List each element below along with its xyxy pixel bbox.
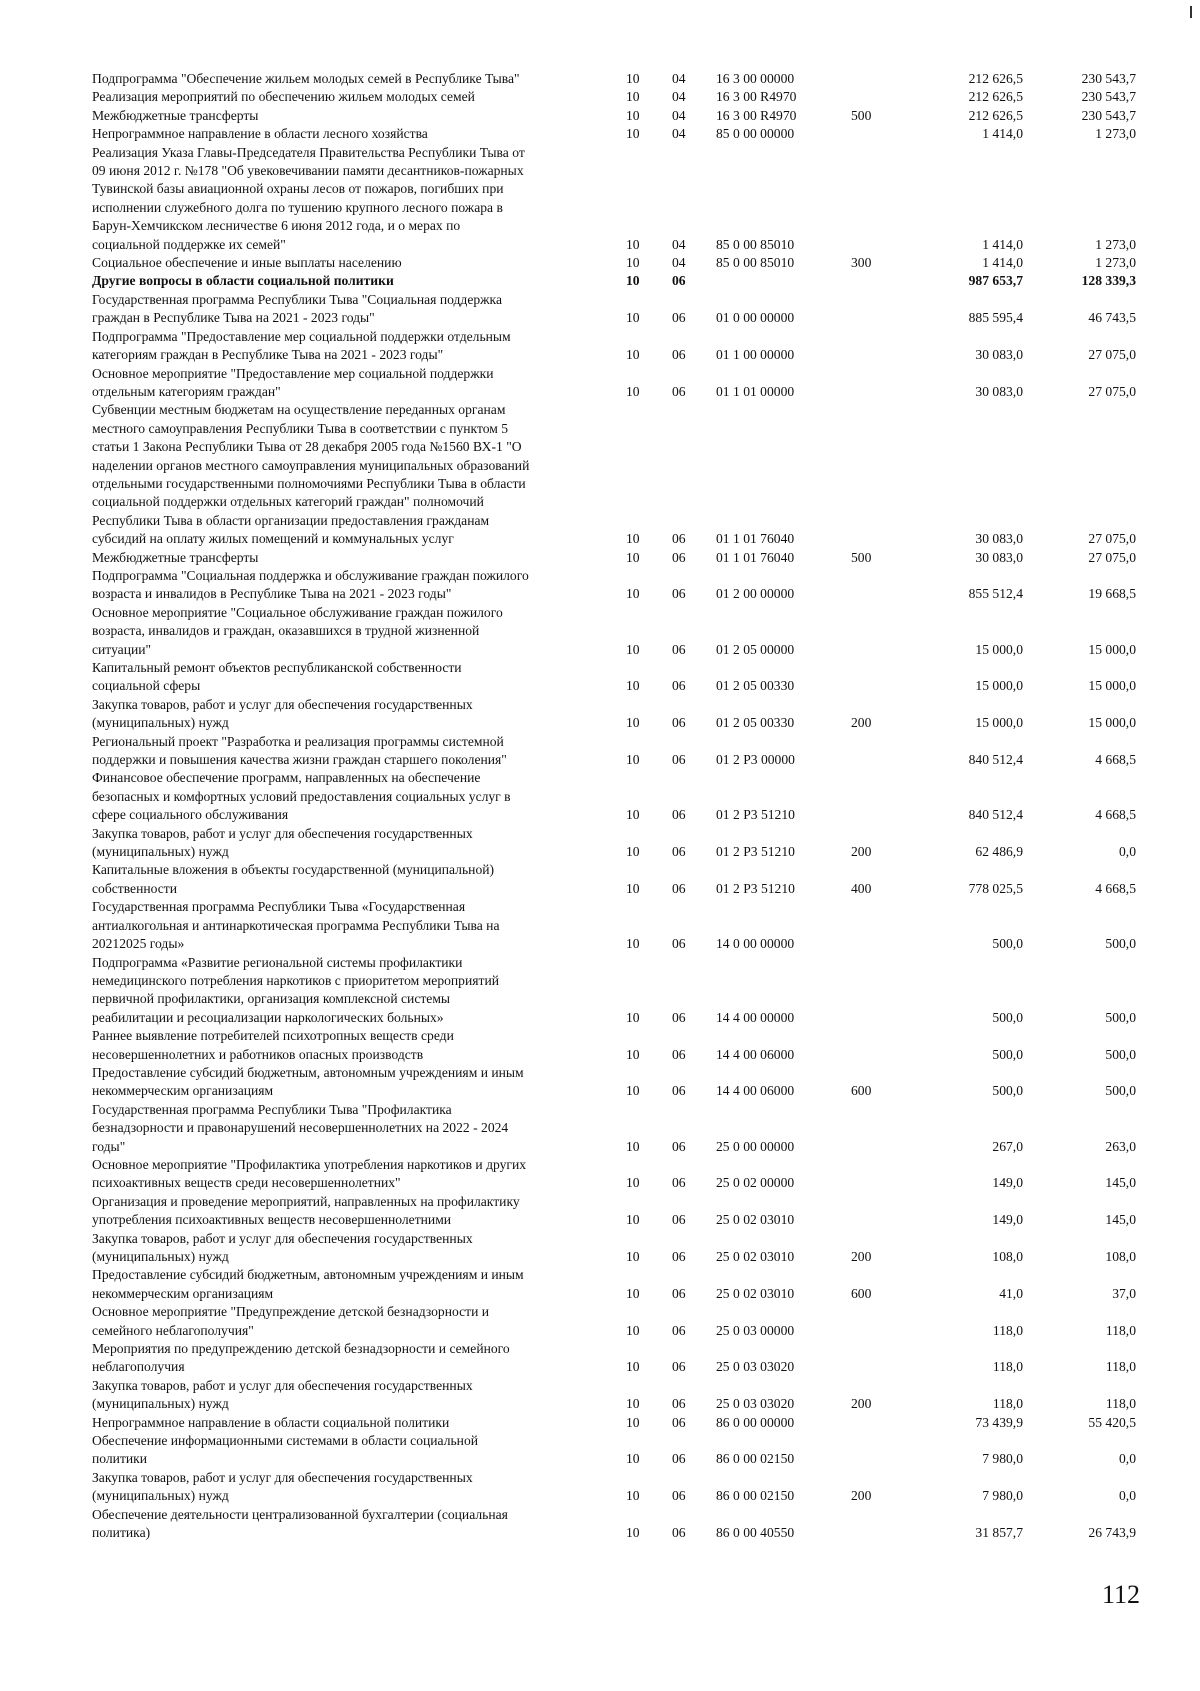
row-target-article: 14 4 00 00000 xyxy=(716,1009,795,1025)
row-subsection: 04 xyxy=(672,71,686,86)
row-name: Реализация мероприятий по обеспечению жильем молодых семей xyxy=(92,89,475,105)
row-amount-year2: 0,0 xyxy=(1119,844,1136,860)
row-section: 10 xyxy=(626,678,640,694)
row-amount-year2: 118,0 xyxy=(1105,1396,1136,1412)
table-row xyxy=(92,567,1142,604)
row-amount-year2: 55 420,5 xyxy=(1088,1414,1136,1430)
row-subsection: 06 xyxy=(672,1046,686,1062)
row-section: 10 xyxy=(626,531,640,547)
row-amount-year2: 500,0 xyxy=(1105,1046,1136,1062)
row-expense-type: 200 xyxy=(851,715,872,731)
row-name: Государственная программа Республики Тыва "Социальная поддержка граждан в Республике Тыва на 2021 - 2023 годы" xyxy=(92,291,502,326)
row-target-article: 01 1 01 00000 xyxy=(716,383,795,399)
table-row xyxy=(92,954,1142,1028)
table-row xyxy=(92,70,1142,88)
table-row xyxy=(92,549,1142,567)
row-subsection: 06 xyxy=(672,936,686,952)
row-subsection: 06 xyxy=(672,1322,686,1338)
row-amount-year2: 145,0 xyxy=(1105,1212,1136,1228)
row-expense-type: 200 xyxy=(851,844,872,860)
row-amount-year1: 41,0 xyxy=(999,1285,1023,1301)
row-name: Подпрограмма «Развитие региональной системы профилактики немедицинского потребления наркотиков с приоритетом мероприятий первичной профилактики, организация комплексной системы реабилитации и ресоциализации наркологических больных» xyxy=(92,954,500,1025)
row-target-article: 86 0 00 00000 xyxy=(716,1414,795,1430)
row-target-article: 86 0 00 02150 xyxy=(716,1451,795,1467)
row-target-article: 01 2 00 00000 xyxy=(716,586,795,602)
row-subsection: 06 xyxy=(672,273,686,289)
row-amount-year2: 145,0 xyxy=(1105,1175,1136,1191)
row-amount-year2: 108,0 xyxy=(1105,1249,1136,1264)
row-subsection: 06 xyxy=(672,880,686,896)
row-section: 10 xyxy=(626,1249,640,1264)
row-subsection: 04 xyxy=(672,255,686,271)
table-row xyxy=(92,1156,1142,1193)
row-section: 10 xyxy=(626,1488,640,1504)
row-section: 10 xyxy=(626,347,640,363)
row-section: 10 xyxy=(626,1009,640,1025)
row-amount-year2: 0,0 xyxy=(1119,1488,1136,1504)
row-amount-year1: 149,0 xyxy=(992,1212,1023,1228)
row-subsection: 06 xyxy=(672,1249,686,1264)
table-row xyxy=(92,1027,1142,1064)
row-amount-year2: 118,0 xyxy=(1105,1322,1136,1338)
row-subsection: 06 xyxy=(672,1488,686,1504)
row-subsection: 06 xyxy=(672,1009,686,1025)
row-amount-year2: 1 273,0 xyxy=(1095,255,1136,271)
row-section: 10 xyxy=(626,1414,640,1430)
row-amount-year1: 108,0 xyxy=(992,1249,1023,1264)
row-amount-year1: 212 626,5 xyxy=(968,89,1023,105)
row-amount-year1: 30 083,0 xyxy=(975,383,1023,399)
row-amount-year1: 212 626,5 xyxy=(968,71,1023,86)
row-subsection: 06 xyxy=(672,383,686,399)
row-target-article: 01 1 01 76040 xyxy=(716,531,795,547)
budget-table xyxy=(92,70,1142,1543)
table-row xyxy=(92,401,1142,548)
table-row xyxy=(92,733,1142,770)
row-subsection: 06 xyxy=(672,1414,686,1430)
row-section: 10 xyxy=(626,126,640,142)
row-section: 10 xyxy=(626,1285,640,1301)
row-name: Социальное обеспечение и иные выплаты населению xyxy=(92,255,402,271)
row-name: Другие вопросы в области социальной политики xyxy=(92,273,394,289)
row-name: Закупка товаров, работ и услуг для обеспечения государственных (муниципальных) нужд xyxy=(92,1469,473,1504)
row-amount-year2: 1 273,0 xyxy=(1095,126,1136,142)
row-amount-year1: 855 512,4 xyxy=(968,586,1023,602)
row-target-article: 25 0 00 00000 xyxy=(716,1138,795,1154)
row-name: Раннее выявление потребителей психотропных веществ среди несовершеннолетних и работников опасных производств xyxy=(92,1028,454,1062)
row-subsection: 04 xyxy=(672,126,686,142)
row-amount-year1: 1 414,0 xyxy=(982,126,1023,142)
row-name: Основное мероприятие "Предоставление мер социальной поддержки отдельным категориям граждан" xyxy=(92,365,494,399)
page-number: 112 xyxy=(1101,1580,1140,1609)
row-target-article: 25 0 03 03020 xyxy=(716,1359,795,1375)
table-row xyxy=(92,1469,1142,1506)
row-name: Основное мероприятие "Социальное обслуживание граждан пожилого возраста, инвалидов и граждан, оказавшихся в трудной жизненной ситуации" xyxy=(92,604,503,657)
row-name: Региональный проект "Разработка и реализация программы системной поддержки и повышения качества жизни граждан старшего поколения" xyxy=(92,733,507,768)
row-section: 10 xyxy=(626,1525,640,1541)
row-name: Непрограммное направление в области социальной политики xyxy=(92,1414,450,1430)
table-row xyxy=(92,1230,1142,1267)
row-amount-year2: 19 668,5 xyxy=(1088,586,1136,602)
row-target-article: 01 1 00 00000 xyxy=(716,347,795,363)
row-name: Капитальные вложения в объекты государственной (муниципальной) собственности xyxy=(92,862,495,896)
row-subsection: 06 xyxy=(672,807,686,823)
row-amount-year1: 212 626,5 xyxy=(968,107,1023,123)
row-amount-year2: 1 273,0 xyxy=(1095,236,1136,252)
row-subsection: 06 xyxy=(672,1451,686,1467)
row-name: Предоставление субсидий бюджетным, автономным учреждениям и иным некоммерческим организациям xyxy=(92,1064,524,1099)
table-row xyxy=(92,1432,1142,1469)
row-amount-year2: 118,0 xyxy=(1105,1359,1136,1375)
row-expense-type: 500 xyxy=(851,549,872,565)
row-name: Основное мероприятие "Профилактика употребления наркотиков и других психоактивных веществ среди несовершеннолетних" xyxy=(92,1156,527,1191)
row-amount-year2: 230 543,7 xyxy=(1081,107,1136,123)
row-amount-year1: 118,0 xyxy=(992,1396,1023,1412)
row-amount-year1: 987 653,7 xyxy=(968,273,1023,289)
table-row xyxy=(92,861,1142,898)
table-row xyxy=(92,365,1142,402)
row-name: Мероприятия по предупреждению детской безнадзорности и семейного неблагополучия xyxy=(92,1341,510,1375)
row-amount-year1: 30 083,0 xyxy=(975,347,1023,363)
row-subsection: 04 xyxy=(672,107,686,123)
row-target-article: 16 3 00 R4970 xyxy=(716,107,797,123)
row-target-article: 16 3 00 00000 xyxy=(716,71,795,86)
table-row xyxy=(92,696,1142,733)
row-amount-year2: 4 668,5 xyxy=(1095,880,1136,896)
row-amount-year1: 31 857,7 xyxy=(975,1525,1023,1541)
row-target-article: 14 4 00 06000 xyxy=(716,1083,795,1099)
row-amount-year1: 15 000,0 xyxy=(975,715,1023,731)
row-amount-year2: 46 743,5 xyxy=(1088,310,1136,326)
row-amount-year1: 30 083,0 xyxy=(975,531,1023,547)
row-target-article: 14 4 00 06000 xyxy=(716,1046,795,1062)
row-amount-year1: 73 439,9 xyxy=(975,1414,1023,1430)
row-name: Подпрограмма "Предоставление мер социальной поддержки отдельным категориям граждан в Республике Тыва на 2021 - 2023 годы" xyxy=(92,328,511,363)
row-expense-type: 300 xyxy=(851,255,872,271)
row-target-article: 25 0 02 00000 xyxy=(716,1175,795,1191)
row-subsection: 06 xyxy=(672,1396,686,1412)
row-target-article: 25 0 03 00000 xyxy=(716,1322,795,1338)
row-amount-year1: 118,0 xyxy=(992,1322,1023,1338)
row-amount-year1: 7 980,0 xyxy=(982,1451,1023,1467)
row-name: Подпрограмма "Обеспечение жильем молодых семей в Республике Тыва" xyxy=(92,71,520,86)
row-section: 10 xyxy=(626,1212,640,1228)
row-section: 10 xyxy=(626,383,640,399)
row-name: Государственная программа Республики Тыва «Государственная антиалкогольная и антинаркотическая программа Республики Тыва на 20212025 годы» xyxy=(92,899,500,952)
row-section: 10 xyxy=(626,89,640,105)
row-amount-year1: 30 083,0 xyxy=(975,549,1023,565)
row-section: 10 xyxy=(626,715,640,731)
row-subsection: 06 xyxy=(672,347,686,363)
table-row xyxy=(92,825,1142,862)
row-amount-year2: 4 668,5 xyxy=(1095,752,1136,768)
row-amount-year1: 500,0 xyxy=(992,936,1023,952)
row-expense-type: 500 xyxy=(851,107,872,123)
row-amount-year1: 1 414,0 xyxy=(982,255,1023,271)
row-section: 10 xyxy=(626,936,640,952)
table-row xyxy=(92,1506,1142,1543)
row-section: 10 xyxy=(626,236,640,252)
row-amount-year1: 500,0 xyxy=(992,1009,1023,1025)
row-amount-year2: 0,0 xyxy=(1119,1451,1136,1467)
table-row xyxy=(92,604,1142,659)
table-row xyxy=(92,125,1142,143)
row-section: 10 xyxy=(626,880,640,896)
row-section: 10 xyxy=(626,71,640,86)
table-row xyxy=(92,254,1142,272)
row-amount-year2: 27 075,0 xyxy=(1088,383,1136,399)
row-name: Непрограммное направление в области лесного хозяйства xyxy=(92,126,428,142)
row-subsection: 06 xyxy=(672,641,686,657)
row-amount-year1: 62 486,9 xyxy=(975,844,1023,860)
row-section: 10 xyxy=(626,807,640,823)
row-amount-year2: 15 000,0 xyxy=(1088,715,1136,731)
row-target-article: 01 2 05 00330 xyxy=(716,715,795,731)
row-name: Подпрограмма "Социальная поддержка и обслуживание граждан пожилого возраста и инвалидов в Республике Тыва на 2021 - 2023 годы" xyxy=(92,567,529,602)
corner-mark xyxy=(1190,6,1192,18)
row-amount-year2: 4 668,5 xyxy=(1095,807,1136,823)
row-subsection: 06 xyxy=(672,531,686,547)
row-target-article: 01 1 01 76040 xyxy=(716,549,795,565)
row-target-article: 01 2 P3 51210 xyxy=(716,880,795,896)
row-name: Государственная программа Республики Тыва "Профилактика безнадзорности и правонарушений несовершеннолетних на 2022 - 2024 годы" xyxy=(92,1101,509,1154)
row-target-article: 16 3 00 R4970 xyxy=(716,89,797,105)
row-name: Закупка товаров, работ и услуг для обеспечения государственных (муниципальных) нужд xyxy=(92,696,473,731)
row-amount-year2: 128 339,3 xyxy=(1081,273,1136,289)
row-expense-type: 400 xyxy=(851,880,872,896)
row-section: 10 xyxy=(626,1396,640,1412)
row-subsection: 06 xyxy=(672,1359,686,1375)
row-amount-year1: 267,0 xyxy=(992,1138,1023,1154)
row-amount-year2: 37,0 xyxy=(1112,1285,1136,1301)
row-section: 10 xyxy=(626,1359,640,1375)
table-row xyxy=(92,898,1142,953)
row-name: Финансовое обеспечение программ, направленных на обеспечение безопасных и комфортных условий предоставления социальных услуг в сфере социального обслуживания xyxy=(92,770,511,823)
row-amount-year2: 27 075,0 xyxy=(1088,549,1136,565)
table-row xyxy=(92,1414,1142,1432)
row-section: 10 xyxy=(626,549,640,565)
row-name: Обеспечение информационными системами в области социальной политики xyxy=(92,1433,479,1467)
row-target-article: 85 0 00 85010 xyxy=(716,236,795,252)
row-subsection: 06 xyxy=(672,1175,686,1191)
table-row xyxy=(92,272,1142,290)
row-amount-year2: 230 543,7 xyxy=(1081,71,1136,86)
row-target-article: 01 2 P3 51210 xyxy=(716,807,795,823)
row-amount-year2: 15 000,0 xyxy=(1088,678,1136,694)
row-section: 10 xyxy=(626,641,640,657)
table-row xyxy=(92,1064,1142,1101)
row-target-article: 86 0 00 40550 xyxy=(716,1525,795,1541)
row-name: Основное мероприятие "Предупреждение детской безнадзорности и семейного неблагополучия" xyxy=(92,1304,490,1338)
row-name: Реализация Указа Главы-Председателя Правительства Республики Тыва от 09 июня 2012 г. №178 "Об увековечивании памяти десантников-пожарных Тувинской базы авиационной охраны лесов от пожаров, погибших при исполнении служебного долга по тушению крупного лесного пожара в Барун-Хемчикском лесничестве 6 июня 2012 года, и о мерах по социальной поддержке их семей" xyxy=(92,144,525,252)
row-amount-year1: 149,0 xyxy=(992,1175,1023,1191)
row-subsection: 06 xyxy=(672,1212,686,1228)
table-row xyxy=(92,1303,1142,1340)
row-name: Субвенции местным бюджетам на осуществление переданных органам местного самоуправления Республики Тыва в соответствии с пунктом 5 статьи 1 Закона Республики Тыва от 28 декабря 2005 года №1560 ВХ-1 "О наделении органов местного самоуправления муниципальных образований отдельными государственными полномочиями Республики Тыва в области социальной поддержки отдельных категорий граждан" полномочий Республики Тыва в области организации предоставления гражданам субсидий на оплату жилых помещений и коммунальных услуг xyxy=(92,402,530,547)
row-amount-year1: 7 980,0 xyxy=(982,1488,1023,1504)
row-target-article: 01 2 P3 00000 xyxy=(716,752,795,768)
row-expense-type: 600 xyxy=(851,1285,872,1301)
row-amount-year2: 27 075,0 xyxy=(1088,347,1136,363)
table-row xyxy=(92,1377,1142,1414)
row-subsection: 06 xyxy=(672,715,686,731)
row-amount-year1: 15 000,0 xyxy=(975,641,1023,657)
table-row xyxy=(92,1266,1142,1303)
row-expense-type: 600 xyxy=(851,1083,872,1099)
row-name: Организация и проведение мероприятий, направленных на профилактику употребления психоактивных веществ несовершеннолетними xyxy=(92,1193,520,1228)
table-row xyxy=(92,144,1142,254)
row-target-article: 01 2 P3 51210 xyxy=(716,844,795,860)
table-row xyxy=(92,769,1142,824)
table-row xyxy=(92,1101,1142,1156)
row-name: Предоставление субсидий бюджетным, автономным учреждениям и иным некоммерческим организациям xyxy=(92,1267,524,1301)
row-name: Закупка товаров, работ и услуг для обеспечения государственных (муниципальных) нужд xyxy=(92,825,473,860)
row-amount-year1: 500,0 xyxy=(992,1046,1023,1062)
row-section: 10 xyxy=(626,1322,640,1338)
table-row xyxy=(92,291,1142,328)
row-amount-year1: 778 025,5 xyxy=(968,880,1023,896)
row-name: Обеспечение деятельности централизованной бухгалтерии (социальная политика) xyxy=(92,1506,508,1541)
row-section: 10 xyxy=(626,310,640,326)
table-row xyxy=(92,1340,1142,1377)
row-amount-year1: 500,0 xyxy=(992,1083,1023,1099)
row-section: 10 xyxy=(626,586,640,602)
row-expense-type: 200 xyxy=(851,1488,872,1504)
row-name: Закупка товаров, работ и услуг для обеспечения государственных (муниципальных) нужд xyxy=(92,1230,473,1264)
row-target-article: 86 0 00 02150 xyxy=(716,1488,795,1504)
row-subsection: 06 xyxy=(672,1285,686,1301)
row-subsection: 06 xyxy=(672,1525,686,1541)
row-target-article: 25 0 02 03010 xyxy=(716,1285,795,1301)
row-subsection: 06 xyxy=(672,752,686,768)
row-subsection: 06 xyxy=(672,549,686,565)
row-section: 10 xyxy=(626,752,640,768)
row-target-article: 85 0 00 85010 xyxy=(716,255,795,271)
row-subsection: 06 xyxy=(672,310,686,326)
row-section: 10 xyxy=(626,255,640,271)
row-subsection: 06 xyxy=(672,844,686,860)
table-row xyxy=(92,88,1142,106)
row-target-article: 01 0 00 00000 xyxy=(716,310,795,326)
row-target-article: 25 0 02 03010 xyxy=(716,1249,795,1264)
row-amount-year2: 500,0 xyxy=(1105,1083,1136,1099)
row-amount-year2: 230 543,7 xyxy=(1081,89,1136,105)
row-name: Межбюджетные трансферты xyxy=(92,107,259,123)
row-subsection: 04 xyxy=(672,236,686,252)
row-amount-year2: 15 000,0 xyxy=(1088,641,1136,657)
row-amount-year2: 26 743,9 xyxy=(1088,1525,1136,1541)
row-section: 10 xyxy=(626,1451,640,1467)
row-amount-year2: 500,0 xyxy=(1105,1009,1136,1025)
row-amount-year1: 1 414,0 xyxy=(982,236,1023,252)
row-amount-year1: 885 595,4 xyxy=(968,310,1023,326)
row-section: 10 xyxy=(626,1046,640,1062)
row-target-article: 14 0 00 00000 xyxy=(716,936,795,952)
table-row xyxy=(92,328,1142,365)
row-subsection: 04 xyxy=(672,89,686,105)
row-expense-type: 200 xyxy=(851,1396,872,1412)
row-target-article: 25 0 02 03010 xyxy=(716,1212,795,1228)
row-section: 10 xyxy=(626,273,640,289)
row-section: 10 xyxy=(626,1083,640,1099)
row-expense-type: 200 xyxy=(851,1249,872,1264)
row-target-article: 01 2 05 00330 xyxy=(716,678,795,694)
row-target-article: 01 2 05 00000 xyxy=(716,641,795,657)
row-name: Межбюджетные трансферты xyxy=(92,549,259,565)
row-name: Закупка товаров, работ и услуг для обеспечения государственных (муниципальных) нужд xyxy=(92,1377,473,1412)
row-subsection: 06 xyxy=(672,1083,686,1099)
table-row xyxy=(92,107,1142,125)
table-row xyxy=(92,659,1142,696)
row-target-article: 25 0 03 03020 xyxy=(716,1396,795,1412)
row-target-article: 85 0 00 00000 xyxy=(716,126,795,142)
row-subsection: 06 xyxy=(672,678,686,694)
row-amount-year1: 840 512,4 xyxy=(968,752,1023,768)
row-section: 10 xyxy=(626,107,640,123)
table-row xyxy=(92,1193,1142,1230)
row-amount-year2: 263,0 xyxy=(1105,1138,1136,1154)
row-name: Капитальный ремонт объектов республиканской собственности социальной сферы xyxy=(92,660,462,694)
row-amount-year2: 500,0 xyxy=(1105,936,1136,952)
row-amount-year1: 15 000,0 xyxy=(975,678,1023,694)
row-section: 10 xyxy=(626,1175,640,1191)
row-amount-year2: 27 075,0 xyxy=(1088,531,1136,547)
row-section: 10 xyxy=(626,1138,640,1154)
row-section: 10 xyxy=(626,844,640,860)
row-subsection: 06 xyxy=(672,586,686,602)
row-amount-year1: 118,0 xyxy=(992,1359,1023,1375)
row-amount-year1: 840 512,4 xyxy=(968,807,1023,823)
row-subsection: 06 xyxy=(672,1138,686,1154)
